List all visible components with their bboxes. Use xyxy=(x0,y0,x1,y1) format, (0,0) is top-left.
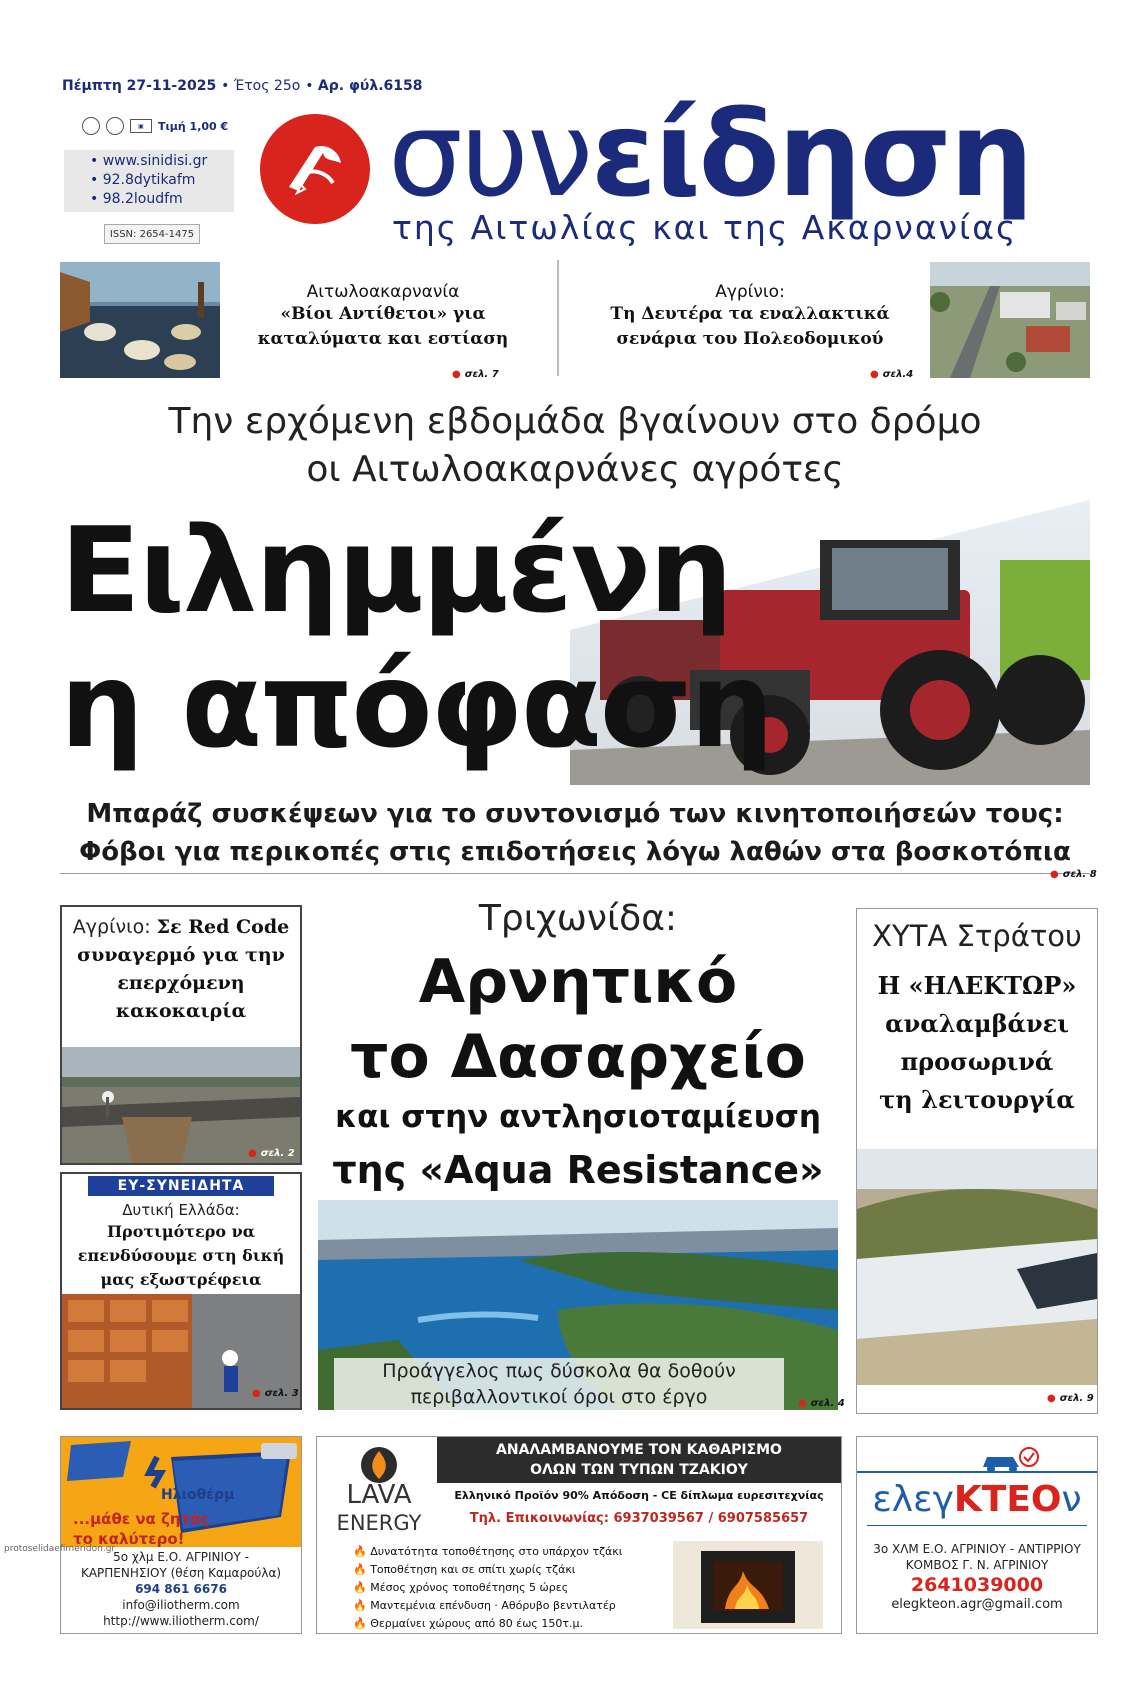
teaser-title: «Βίοι Αντίθετοι» για καταλύματα και εστίαση xyxy=(257,304,509,349)
teaser-right[interactable] xyxy=(590,282,910,352)
lake-trichonida-photo xyxy=(318,1200,838,1410)
center-headline-line2: το Δασαρχείο xyxy=(350,1022,806,1092)
box-title-line: αναλαμβάνει xyxy=(885,1009,1069,1038)
ad-brand: ελεγΚΤΕΟν xyxy=(872,1479,1082,1520)
page-ref: ● σελ. 2 xyxy=(248,1148,295,1159)
ad-iliotherm[interactable] xyxy=(60,1436,302,1634)
masthead: συνείδηση xyxy=(388,85,1032,223)
teaser-kicker: Αγρίνιο: xyxy=(715,282,785,302)
page-ref: ● σελ. 3 xyxy=(252,1388,299,1399)
page-ref: ● σελ. 9 xyxy=(1047,1393,1094,1404)
ad-headline: ΑΝΑΛΑΜΒΑΝΟΥΜΕ ΤΟΝ ΚΑΘΑΡΙΣΜΟ ΟΛΩΝ ΤΩΝ ΤΥΠΩΝ ΤΖΑΚΙΟΥ xyxy=(437,1437,841,1483)
link-web[interactable]: • www.sinidisi.gr xyxy=(90,153,208,169)
link-radio-2[interactable]: • 98.2loudfm xyxy=(90,191,183,207)
box-title: Προτιμότερο να επενδύσουμε στη δική μας εξωστρέφεια xyxy=(77,1222,285,1289)
page-ref: ● σελ.4 xyxy=(870,369,914,380)
ad-product: Ελληνικό Προϊόν 90% Απόδοση - CE δίπλωμα ευρεσιτεχνίας xyxy=(454,1489,824,1502)
box-title-line: Η «ΗΛΕΚΤΩΡ» xyxy=(877,971,1077,1000)
main-subhead: Μπαράζ συσκέψεων για το συντονισμό των κινητοποιήσεών τους: Φόβοι για περικοπές στις επιδοτήσεις λόγω λαθών στα βοσκοτόπια xyxy=(79,799,1071,867)
ad-bullet: 🔥 Δυνατότητα τοποθέτησης στο υπάρχον τζάκι xyxy=(353,1545,623,1558)
ad-bullet: 🔥 Τοποθέτηση και σε σπίτι χωρίς τζάκι xyxy=(353,1563,576,1576)
ad-website[interactable]: http://www.iliotherm.com/ xyxy=(103,1614,259,1628)
price-box xyxy=(82,114,232,138)
page-ref: ● σελ. 8 xyxy=(1050,869,1097,880)
issue-date: Πέμπτη 27-11-2025 xyxy=(62,78,217,94)
ad-slogan: ...μάθε να ζητάς το καλύτερο! xyxy=(73,1510,210,1548)
link-radio-1[interactable]: • 92.8dytikafm xyxy=(90,172,196,188)
box-title-line: προσωρινά xyxy=(900,1047,1054,1076)
badge-icon: ▣ xyxy=(130,119,152,133)
watermark: protoselidaefimeridon.gr xyxy=(4,1544,116,1554)
masthead-subtitle: της Αιτωλίας και της Ακαρνανίας xyxy=(392,208,1018,247)
car-check-icon xyxy=(977,1445,1041,1479)
ad-contact: 3ο ΧΛΜ Ε.Ο. ΑΓΡΙΝΙΟΥ - ΑΝΤΙΡΡΙΟΥ ΚΟΜΒΟΣ Γ. Ν. ΑΓΡΙΝΙΟΥ 2641039000 elegkteon.agr@gmail.com xyxy=(857,1541,1097,1613)
ad-elegkteon[interactable] xyxy=(856,1436,1098,1634)
story-box-extroversion[interactable] xyxy=(60,1172,302,1410)
box-kicker: ΧΥΤΑ Στράτου xyxy=(872,919,1082,953)
story-box-red-code[interactable] xyxy=(60,905,302,1165)
issue-number: Αρ. φύλ.6158 xyxy=(317,78,423,94)
center-subhead-line2: της «Aqua Resistance» xyxy=(332,1148,824,1192)
ad-phones: Τηλ. Επικοινωνίας: 6937039567 / 6907585657 xyxy=(469,1511,809,1526)
center-subhead-line1: και στην αντλησιοταμίευση xyxy=(335,1099,821,1135)
ad-email[interactable]: info@iliotherm.com xyxy=(122,1598,240,1612)
page-ref: ● σελ. 4 xyxy=(798,1398,845,1409)
main-headline-line1: Ειλημμένη xyxy=(60,501,731,639)
teaser-title: Τη Δευτέρα τα εναλλακτικά σενάρια του Πολεοδομικού xyxy=(610,304,890,349)
section-tag: ΕΥ-ΣΥΝΕΙΔΗΤΑ xyxy=(88,1176,274,1196)
ad-email[interactable]: elegkteon.agr@gmail.com xyxy=(891,1597,1063,1612)
teaser-left[interactable] xyxy=(228,282,538,352)
ad-brand: Ηλιοθέρμ xyxy=(161,1487,235,1503)
ad-lava-energy[interactable] xyxy=(316,1436,842,1634)
story-box-landfill[interactable] xyxy=(856,908,1098,1414)
seal-icon xyxy=(82,117,100,135)
divider xyxy=(557,260,559,376)
ad-contact: 5ο χλμ Ε.Ο. ΑΓΡΙΝΙΟΥ - ΚΑΡΠΕΝΗΣΙΟΥ (θέση Καμαρούλα) 694 861 6676 info@iliotherm.com http://www.iliotherm.com/ xyxy=(61,1549,301,1629)
divider xyxy=(60,873,1090,874)
ad-bullet: 🔥 Μαντεμένια επένδυση · Αθόρυβο βεντιλατέρ xyxy=(353,1599,616,1612)
ad-bullet: 🔥 Μέσος χρόνος τοποθέτησης 5 ώρες xyxy=(353,1581,569,1594)
box-title-line: τη λειτουργία xyxy=(879,1085,1075,1114)
box-kicker: Αγρίνιο: xyxy=(72,916,151,938)
divider xyxy=(867,1525,1087,1526)
main-kicker: Την ερχόμενη εβδομάδα βγαίνουν στο δρόμο οι Αιτωλοακαρνάνες αγρότες xyxy=(168,401,982,490)
ad-phone[interactable]: 2641039000 xyxy=(910,1574,1044,1596)
links-box xyxy=(64,150,234,212)
center-kicker: Τριχωνίδα: xyxy=(478,898,678,939)
center-headline-line1: Αρνητικό xyxy=(418,947,738,1017)
teaser-kicker: Αιτωλοακαρνανία xyxy=(306,282,460,302)
issn: ISSN: 2654-1475 xyxy=(104,224,200,244)
seal-icon xyxy=(106,117,124,135)
box-title: συναγερμό για την επερχόμενη κακοκαιρία xyxy=(77,944,285,1022)
fireplace-photo xyxy=(673,1541,823,1629)
page-ref: ● σελ. 7 xyxy=(452,369,499,380)
ad-brand: LAVA ENERGY xyxy=(336,1480,422,1535)
pen-logo-icon xyxy=(260,114,370,224)
price: Τιμή 1,00 € xyxy=(158,119,229,133)
landfill-photo xyxy=(857,1149,1097,1385)
flood-photo xyxy=(62,1047,300,1163)
teaser-photo-aerial-town xyxy=(930,262,1090,378)
photo-caption: Προάγγελος πως δύσκολα θα δοθούν περιβαλλοντικοί όροι στο έργο xyxy=(334,1358,784,1410)
box-title-first: Σε Red Code xyxy=(156,916,290,938)
main-headline-line2: η απόφαση xyxy=(60,636,772,774)
teaser-photo-restaurant xyxy=(60,262,220,378)
box-kicker: Δυτική Ελλάδα: xyxy=(122,1201,240,1219)
issue-meta: Πέμπτη 27-11-2025 • Έτος 25ο • Αρ. φύλ.6158 xyxy=(62,78,423,94)
ad-bullet: 🔥 Θερμαίνει χώρους από 80 έως 150τ.μ. xyxy=(353,1617,583,1630)
divider xyxy=(857,1471,1097,1473)
ad-bullets xyxy=(353,1543,623,1633)
issue-year: Έτος 25ο xyxy=(233,78,301,94)
